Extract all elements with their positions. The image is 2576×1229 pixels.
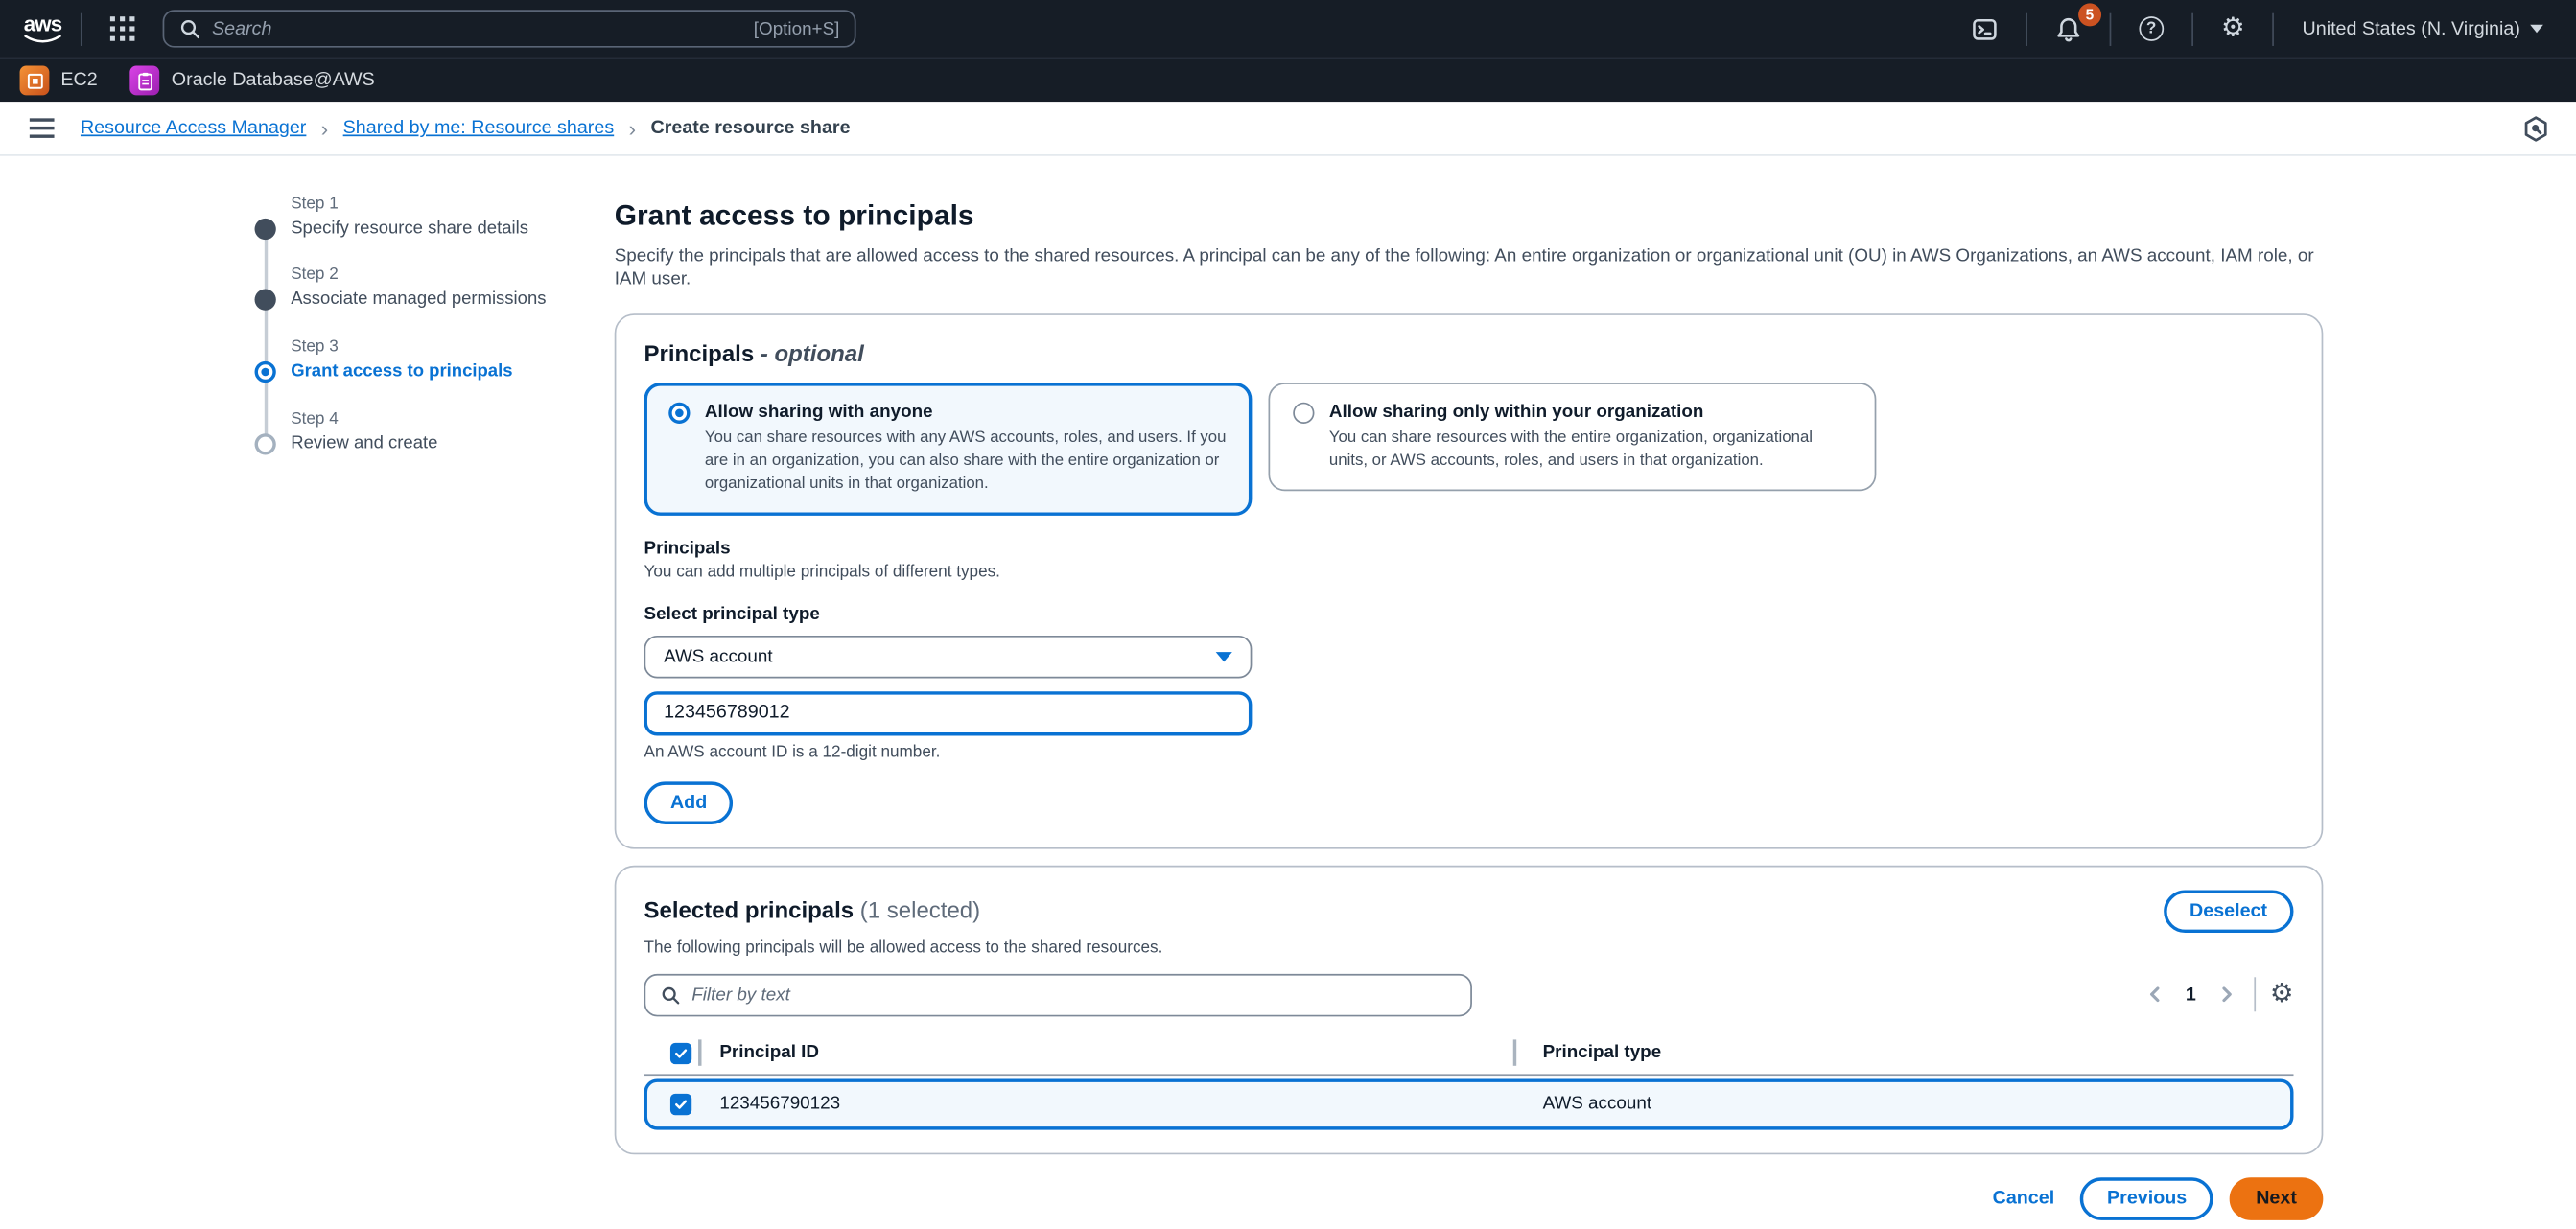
step-3-eyebrow: Step 3 bbox=[291, 337, 339, 357]
principal-type-select-value: AWS account bbox=[664, 646, 773, 666]
option-card-body bbox=[705, 401, 1228, 497]
header-divider bbox=[698, 1039, 701, 1065]
option-title: Allow sharing with anyone bbox=[704, 402, 933, 423]
aws-logo-text: aws bbox=[23, 11, 62, 35]
q-panel-icon[interactable] bbox=[2522, 114, 2550, 142]
selected-principals-description: The following principals will be allowed access to the shared resources. bbox=[644, 939, 1163, 958]
search-bar[interactable] bbox=[163, 10, 856, 47]
principals-panel-title-text: Principals bbox=[644, 339, 755, 367]
chevron-down-icon bbox=[2530, 25, 2543, 34]
checkbox-check-icon bbox=[673, 1046, 688, 1060]
ec2-service-icon bbox=[20, 66, 50, 96]
cloudshell-terminal-icon bbox=[1972, 15, 1998, 41]
deselect-button[interactable]: Deselect bbox=[2164, 890, 2294, 933]
breadcrumb-separator: › bbox=[628, 115, 637, 141]
option-title: Allow sharing only within your organization bbox=[1328, 402, 1704, 423]
filter-search-icon bbox=[661, 985, 681, 1005]
selected-principals-title bbox=[644, 895, 981, 927]
option-allow-sharing-org-only[interactable] bbox=[1269, 383, 1877, 492]
header-divider bbox=[1513, 1039, 1516, 1065]
filter-box[interactable] bbox=[644, 973, 1472, 1016]
column-header-principal-type[interactable]: Principal type bbox=[1542, 1043, 1662, 1063]
column-header-principal-id[interactable]: Principal ID bbox=[719, 1043, 820, 1063]
add-button[interactable]: Add bbox=[644, 781, 734, 824]
favorites-bar bbox=[0, 58, 2576, 102]
search-icon bbox=[179, 18, 200, 39]
step-2-eyebrow: Step 2 bbox=[291, 266, 339, 285]
next-button[interactable]: Next bbox=[2230, 1177, 2324, 1220]
select-principal-type-label: Select principal type bbox=[644, 603, 820, 624]
page-title: Grant access to principals bbox=[614, 198, 974, 232]
step-4-eyebrow: Step 4 bbox=[291, 410, 339, 429]
filter-input[interactable] bbox=[691, 985, 1456, 1005]
favorite-ec2[interactable] bbox=[20, 66, 98, 96]
step-1-eyebrow: Step 1 bbox=[291, 195, 339, 214]
side-menu-icon[interactable] bbox=[26, 115, 58, 141]
main-content bbox=[615, 198, 2324, 1219]
step-3-label[interactable]: Grant access to principals bbox=[291, 360, 513, 382]
grid-icon bbox=[110, 16, 135, 41]
nav-divider bbox=[2026, 12, 2027, 45]
nav-divider bbox=[2109, 12, 2111, 45]
step-3 bbox=[255, 336, 603, 384]
search-input[interactable] bbox=[212, 19, 742, 39]
step-1-label[interactable]: Specify resource share details bbox=[291, 218, 529, 239]
step-4-marker bbox=[255, 433, 276, 454]
region-selector[interactable] bbox=[2292, 9, 2553, 48]
cell-principal-id: 123456790123 bbox=[719, 1094, 841, 1114]
next-page-icon[interactable] bbox=[2214, 986, 2239, 1004]
aws-logo[interactable] bbox=[23, 11, 62, 44]
select-caret-icon bbox=[1216, 651, 1232, 661]
principals-hint: You can add multiple principals of different types. bbox=[644, 562, 1000, 581]
principals-table bbox=[644, 1032, 2294, 1129]
settings-button[interactable] bbox=[2212, 9, 2255, 48]
nav-divider bbox=[2273, 12, 2275, 45]
question-icon: ? bbox=[2139, 16, 2164, 41]
aws-logo-smile-icon bbox=[23, 34, 62, 43]
favorite-oracle-database[interactable] bbox=[130, 66, 375, 96]
top-navigation-bar bbox=[0, 0, 2576, 58]
notifications-button[interactable] bbox=[2046, 5, 2095, 48]
page-description: Specify the principals that are allowed access to the shared resources. A principal can be any of the following: An entire organization or organizational unit (OU) in AWS Organizations, an AWS account, IAM role, or IAM user. bbox=[614, 245, 2314, 290]
principals-panel-title bbox=[644, 338, 2294, 370]
step-1-marker bbox=[255, 219, 276, 240]
select-all-checkbox[interactable] bbox=[670, 1042, 691, 1063]
help-button[interactable] bbox=[2129, 9, 2173, 48]
principals-panel-title-optional: - optional bbox=[760, 339, 864, 367]
cloudshell-button[interactable] bbox=[1961, 9, 2007, 48]
pager-divider bbox=[2254, 977, 2256, 1011]
breadcrumb-link-ram[interactable]: Resource Access Manager bbox=[80, 118, 307, 138]
principal-type-select[interactable] bbox=[644, 635, 1253, 678]
gear-icon: ⚙ bbox=[2220, 13, 2245, 42]
search-shortcut-hint: [Option+S] bbox=[753, 18, 840, 39]
previous-button[interactable]: Previous bbox=[2081, 1177, 2213, 1220]
breadcrumb-current: Create resource share bbox=[650, 118, 851, 138]
step-4-label[interactable]: Review and create bbox=[291, 433, 438, 453]
option-card-body bbox=[1329, 401, 1852, 474]
step-2-marker bbox=[255, 290, 276, 311]
favorite-oracle-database-label: Oracle Database@AWS bbox=[171, 70, 375, 91]
option-allow-sharing-anyone[interactable] bbox=[644, 383, 1253, 515]
apps-grid-icon[interactable] bbox=[100, 9, 144, 48]
step-3-marker bbox=[255, 361, 276, 383]
table-preferences-gear-icon[interactable]: ⚙ bbox=[2269, 980, 2294, 1009]
current-page-number[interactable]: 1 bbox=[2185, 985, 2196, 1005]
breadcrumb-bar bbox=[0, 102, 2576, 156]
table-row-selected[interactable] bbox=[644, 1078, 2294, 1129]
breadcrumb-separator: › bbox=[320, 115, 329, 141]
step-4 bbox=[255, 409, 603, 457]
nav-divider bbox=[2191, 12, 2193, 45]
breadcrumb-link-resource-shares[interactable]: Shared by me: Resource shares bbox=[342, 118, 615, 138]
bell-icon bbox=[2055, 15, 2081, 41]
nav-divider bbox=[81, 12, 82, 45]
cell-principal-type: AWS account bbox=[1542, 1094, 1652, 1114]
cancel-button[interactable]: Cancel bbox=[1982, 1189, 2064, 1209]
notification-count-badge: 5 bbox=[2078, 3, 2101, 26]
step-1 bbox=[255, 194, 603, 242]
step-2-label[interactable]: Associate managed permissions bbox=[291, 289, 547, 310]
account-id-input[interactable] bbox=[644, 691, 1253, 735]
option-description: You can share resources with any AWS accounts, roles, and users. If you are in an organization, you can also share with the entire organization or organizational units in that organization. bbox=[704, 429, 1227, 494]
selected-principals-count: (1 selected) bbox=[859, 896, 981, 923]
radio-selected-icon[interactable] bbox=[668, 403, 690, 424]
option-description: You can share resources with the entire organization, organizational units, or AWS accounts, roles, and users in that organization. bbox=[1328, 429, 1814, 471]
wizard-footer-actions bbox=[615, 1177, 2324, 1220]
row-checkbox[interactable] bbox=[670, 1093, 691, 1114]
table-header-row bbox=[644, 1032, 2294, 1076]
principals-panel bbox=[615, 313, 2324, 848]
step-2 bbox=[255, 265, 603, 313]
previous-page-icon[interactable] bbox=[2143, 986, 2167, 1004]
selected-principals-header bbox=[644, 890, 2294, 933]
selected-principals-panel bbox=[615, 865, 2324, 1154]
principals-group bbox=[644, 537, 2294, 583]
table-toolbar bbox=[644, 973, 2294, 1016]
account-id-hint: An AWS account ID is a 12-digit number. bbox=[644, 743, 941, 762]
region-label: United States (N. Virginia) bbox=[2302, 18, 2520, 39]
favorite-ec2-label: EC2 bbox=[60, 70, 98, 91]
checkbox-check-icon bbox=[673, 1097, 688, 1111]
radio-unselected-icon[interactable] bbox=[1293, 403, 1314, 424]
oracle-database-service-icon bbox=[130, 66, 160, 96]
breadcrumb bbox=[81, 116, 851, 141]
principals-label: Principals bbox=[644, 538, 731, 558]
pagination bbox=[2143, 977, 2293, 1011]
selected-principals-title-text: Selected principals bbox=[644, 896, 855, 923]
sharing-option-cards bbox=[644, 383, 2294, 515]
